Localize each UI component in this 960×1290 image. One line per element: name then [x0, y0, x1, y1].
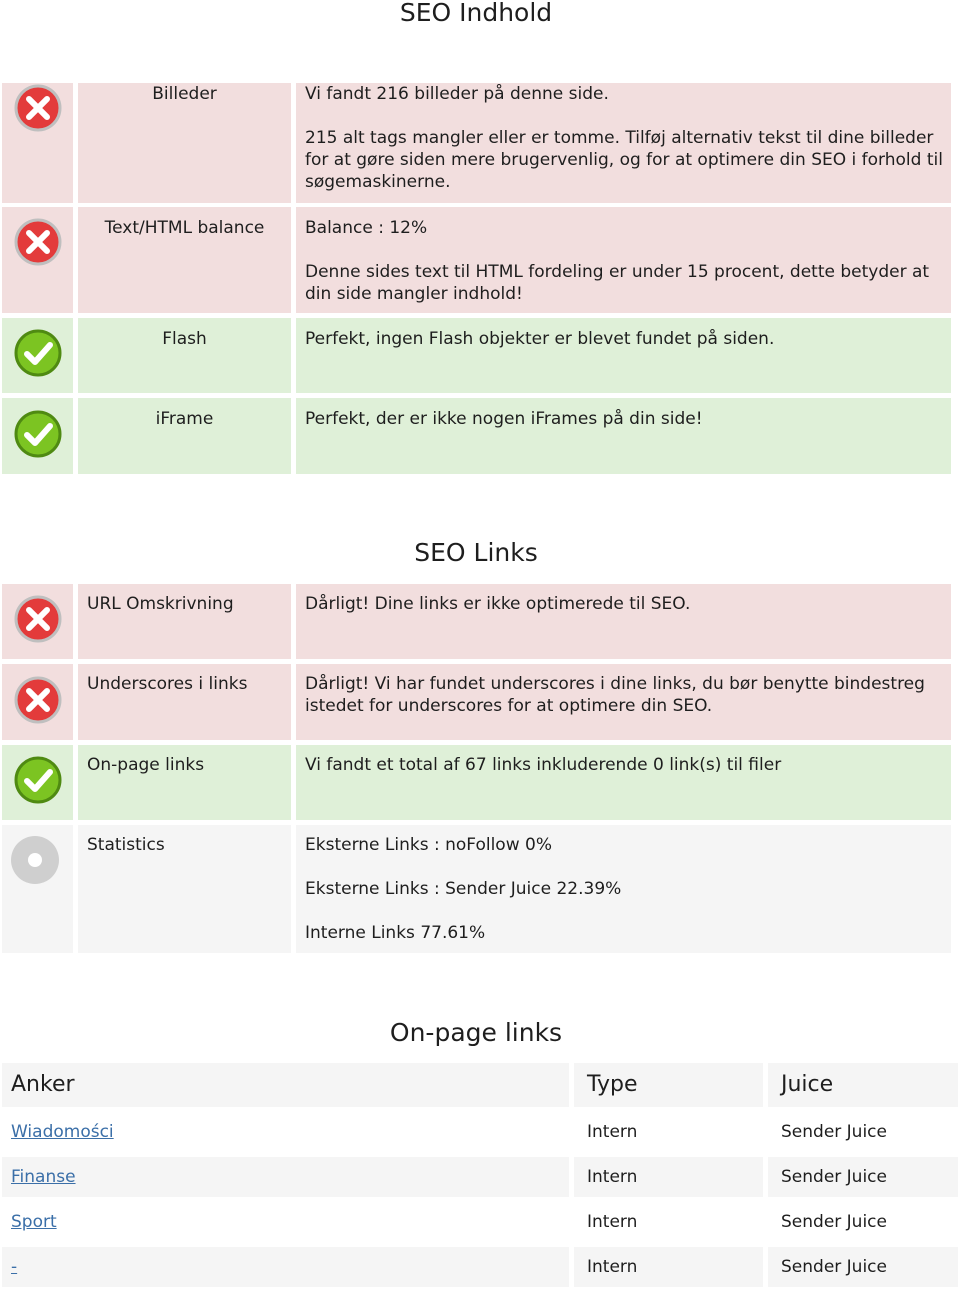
type-cell: Intern — [587, 1122, 638, 1142]
balance-text: Balance : 12% — [305, 218, 428, 238]
underscores-text: Dårligt! Vi har fundet underscores i dine links, du bør benytte bindestreg istedet for underscores for at optimere din SEO. — [305, 674, 925, 716]
stat-internal: Interne Links 77.61% — [305, 923, 486, 943]
type-cell: Intern — [587, 1212, 638, 1232]
flash-text: Perfekt, ingen Flash objekter er blevet fundet på siden. — [305, 329, 775, 349]
billeder-alt-text: 215 alt tags mangler eller er tomme. Tilføj alternativ tekst til dine billeder for at gøre siden mere brugervenlig, og for at optimere din SEO i forhold til søgemaskinerne. — [305, 128, 943, 192]
anchor-link[interactable]: Wiadomości — [11, 1122, 114, 1142]
seo-content-title: SEO Indhold — [399, 0, 553, 27]
row-label-statistics: Statistics — [78, 825, 291, 953]
seo-links-title: SEO Links — [414, 538, 538, 567]
row-label-text-html: Text/HTML balance — [78, 207, 291, 313]
stat-external-nofollow: Eksterne Links : noFollow 0% — [305, 835, 552, 855]
error-x-icon — [13, 675, 63, 725]
status-cell-billeder — [2, 83, 73, 203]
url-rewrite-text: Dårligt! Dine links er ikke optimerede til SEO. — [305, 594, 691, 614]
status-cell-url-rewrite — [2, 584, 73, 659]
error-x-icon — [13, 83, 63, 133]
anchor-link[interactable]: - — [11, 1257, 18, 1277]
table-row — [2, 1247, 569, 1287]
status-cell-onpage-links — [2, 745, 73, 820]
row-label-billeder: Billeder — [78, 83, 291, 203]
juice-cell: Sender Juice — [781, 1212, 887, 1232]
table-row — [2, 1202, 569, 1242]
row-value-billeder — [296, 83, 951, 203]
anchor-link[interactable]: Sport — [11, 1212, 57, 1232]
table-row — [2, 1112, 569, 1152]
row-label-onpage-links: On-page links — [78, 745, 291, 820]
error-x-icon — [13, 594, 63, 644]
row-value-onpage-links — [296, 745, 951, 820]
stat-external-juice: Eksterne Links : Sender Juice 22.39% — [305, 879, 622, 899]
type-cell: Intern — [574, 1157, 763, 1197]
status-cell-underscores — [2, 664, 73, 740]
row-label-iframe: iFrame — [78, 398, 291, 474]
onpage-links-title: On-page links — [389, 1018, 563, 1047]
info-disc-icon — [10, 835, 60, 885]
row-value-text-html — [296, 207, 951, 313]
row-value-url-rewrite — [296, 584, 951, 659]
billeder-count-text: Vi fandt 216 billeder på denne side. — [305, 84, 609, 104]
row-label-flash: Flash — [78, 318, 291, 393]
type-cell: Intern — [574, 1247, 763, 1287]
column-header-anker: Anker — [2, 1063, 569, 1107]
row-label-url-rewrite: URL Omskrivning — [78, 584, 291, 659]
row-label-underscores: Underscores i links — [78, 664, 291, 740]
check-icon — [13, 409, 63, 459]
table-row — [2, 1157, 569, 1197]
onpage-links-text: Vi fandt et total af 67 links inkluderende 0 link(s) til filer — [305, 755, 782, 775]
status-cell-text-html — [2, 207, 73, 313]
column-header-juice: Juice — [768, 1063, 958, 1107]
row-value-iframe — [296, 398, 951, 474]
row-value-statistics — [296, 825, 951, 953]
row-value-flash — [296, 318, 951, 393]
status-cell-flash — [2, 318, 73, 393]
status-cell-iframe — [2, 398, 73, 474]
iframe-text: Perfekt, der er ikke nogen iFrames på din side! — [305, 409, 703, 429]
juice-cell: Sender Juice — [768, 1157, 958, 1197]
check-icon — [13, 328, 63, 378]
balance-explanation: Denne sides text til HTML fordeling er under 15 procent, dette betyder at din side mangler indhold! — [305, 262, 930, 304]
anchor-link[interactable]: Finanse — [11, 1167, 76, 1187]
juice-cell: Sender Juice — [768, 1247, 958, 1287]
status-cell-statistics — [2, 825, 73, 953]
row-value-underscores — [296, 664, 951, 740]
juice-cell: Sender Juice — [781, 1122, 887, 1142]
error-x-icon — [13, 217, 63, 267]
column-header-type: Type — [574, 1063, 763, 1107]
check-icon — [13, 755, 63, 805]
